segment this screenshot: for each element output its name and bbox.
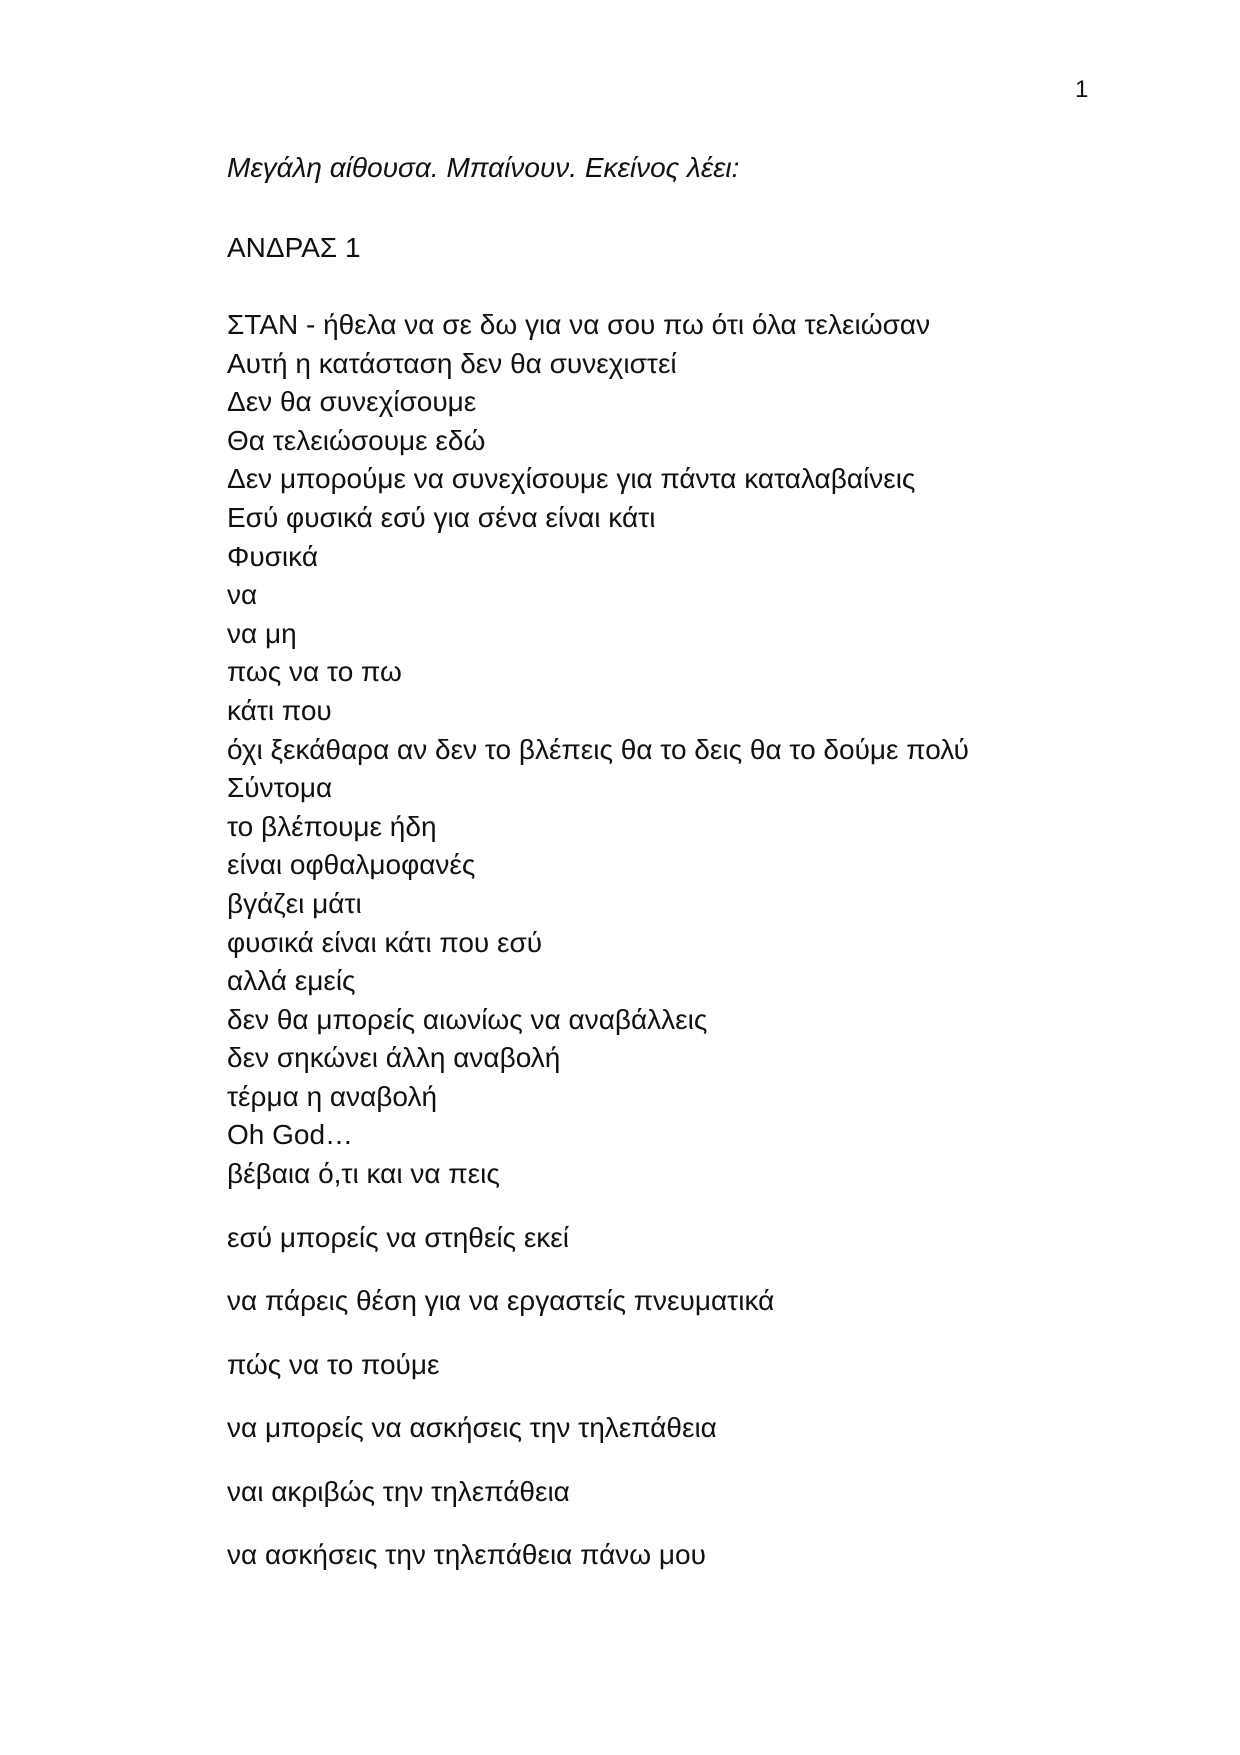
dialogue-line: όχι ξεκάθαρα αν δεν το βλέπεις θα το δεις θα το δούμε πολύ (227, 733, 969, 765)
speaker-name: ΑΝΔΡΑΣ 1 (227, 232, 361, 263)
dialogue-line: Αυτή η κατάσταση δεν θα συνεχιστεί (227, 347, 677, 379)
dialogue-line: πώς να το πούμε (227, 1348, 440, 1380)
stage-direction: Μεγάλη αίθουσα. Μπαίνουν. Εκείνος λέει: (227, 152, 740, 183)
dialogue-line: εσύ μπορείς να στηθείς εκεί (227, 1222, 570, 1253)
script-page (227, 148, 1187, 1570)
dialogue-line: το βλέπουμε ήδη (227, 810, 437, 842)
dialogue-line: βέβαια ό,τι και να πεις (227, 1158, 500, 1190)
dialogue-line: Φυσικά (227, 540, 318, 572)
dialogue-line: δεν σηκώνει άλλη αναβολή (227, 1042, 561, 1074)
dialogue-line: να ασκήσεις την τηλεπάθεια πάνω μου (227, 1538, 706, 1570)
dialogue-line: Oh God… (227, 1119, 354, 1151)
dialogue-line: να μπορείς να ασκήσεις την τηλεπάθεια (227, 1412, 717, 1444)
dialogue-line: δεν θα μπορείς αιωνίως να αναβάλλεις (227, 1003, 708, 1035)
dialogue-line: Δεν θα συνεχίσουμε (227, 386, 477, 418)
dialogue-line: πως να το πω (227, 656, 402, 688)
dialogue-line: φυσικά είναι κάτι που εσύ (227, 926, 543, 958)
dialogue-line: Εσύ φυσικά εσύ για σένα είναι κάτι (227, 501, 656, 533)
dialogue-line: να (227, 579, 258, 611)
dialogue-line: είναι οφθαλμοφανές (227, 849, 476, 881)
dialogue-line: Δεν μπορούμε να συνεχίσουμε για πάντα καταλαβαίνεις (227, 463, 916, 495)
dialogue-block (227, 306, 969, 1194)
dialogue-line: Σύντομα (227, 772, 333, 804)
dialogue-line: κάτι που (227, 694, 332, 726)
dialogue-line: ναι ακριβώς την τηλεπάθεια (227, 1475, 570, 1507)
dialogue-line: Θα τελειώσουμε εδώ (227, 424, 486, 456)
dialogue-block-spaced (227, 1218, 774, 1598)
dialogue-line: ΣΤΑΝ - ήθελα να σε δω για να σου πω ότι όλα τελειώσαν (227, 309, 931, 340)
dialogue-line: να πάρεις θέση για να εργαστείς πνευματικά (227, 1285, 775, 1317)
dialogue-line: αλλά εμείς (227, 965, 356, 997)
dialogue-line: βγάζει μάτι (227, 887, 362, 919)
page-number: 1 (1075, 76, 1089, 103)
dialogue-line: να μη (227, 617, 297, 649)
dialogue-line: τέρμα η αναβολή (227, 1080, 438, 1112)
